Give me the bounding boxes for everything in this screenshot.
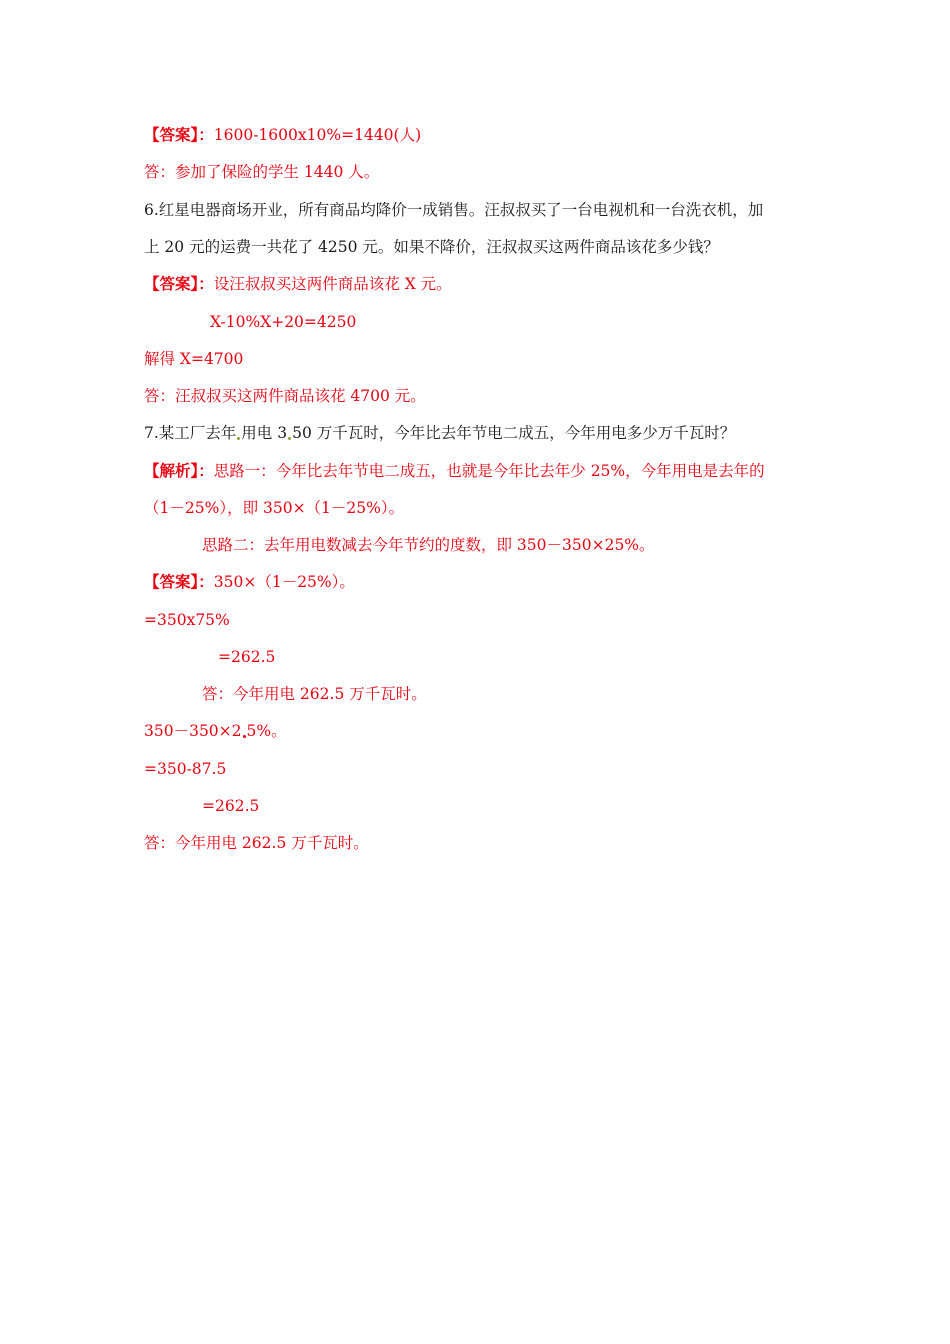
answer-label: 【答案】： [144,274,214,293]
answer-text: 1600-1600x10%=1440(人) [213,126,422,144]
answer-label: 【答案】： [144,572,214,591]
calc-line-1: =350x75% [144,611,230,629]
analysis-line-2: （1－25%），即 350×（1－25%）。 [144,499,405,517]
equation-line: X-10%X+20=4250 [210,313,357,331]
calc-line-2: =262.5 [218,648,276,666]
question-7-part-b: 用电 3 [241,424,288,442]
question-6-line-2: 上 20 元的运费一共花了 4250 元。如果不降价，汪叔叔买这两件商品该花多少钱？ [144,238,719,256]
calc-line-3 [144,721,287,741]
solution-line: 解得 X=4700 [144,350,244,368]
reply-line-6: 答：汪叔叔买这两件商品该花 4700 元。 [144,387,426,405]
answer-line-6 [144,274,452,294]
question-7-part-c: 50 万千瓦时，今年比去年节电二成五，今年用电多少万千瓦时？ [292,424,736,442]
answer-text: 设汪叔叔买这两件商品该花 X 元。 [213,275,452,293]
question-7-line [144,423,735,443]
analysis-label: 【解析】： [144,461,214,480]
answer-text: 350×（1－25%）。 [213,573,355,591]
question-7-part-a: 7.某工厂去年 [144,424,237,442]
question-6-line-1: 6.红星电器商场开业，所有商品均降价一成销售。汪叔叔买了一台电视机和一台洗衣机，加 [144,201,764,219]
calc-line-4: =350-87.5 [144,760,227,778]
analysis-line-1 [144,461,765,481]
stray-dot [288,437,291,440]
reply-line-7a: 答：今年用电 262.5 万千瓦时。 [202,685,427,703]
answer-label: 【答案】： [144,125,214,144]
calc-line-5: =262.5 [202,797,260,815]
answer-line-5 [144,125,421,145]
calc-line-3-part-b: 5%。 [246,722,287,740]
stray-dot [237,437,240,440]
answer-line-7 [144,572,355,592]
stray-dot [243,735,246,738]
analysis-text: 思路一：今年比去年节电二成五，也就是今年比去年少 25%，今年用电是去年的 [213,462,765,480]
calc-line-3-part-a: 350－350×2 [144,722,242,740]
reply-line-7b: 答：今年用电 262.5 万千瓦时。 [144,834,369,852]
reply-line-5: 答：参加了保险的学生 1440 人。 [144,163,380,181]
analysis-line-3: 思路二：去年用电数减去今年节约的度数，即 350－350×25%。 [202,536,655,554]
